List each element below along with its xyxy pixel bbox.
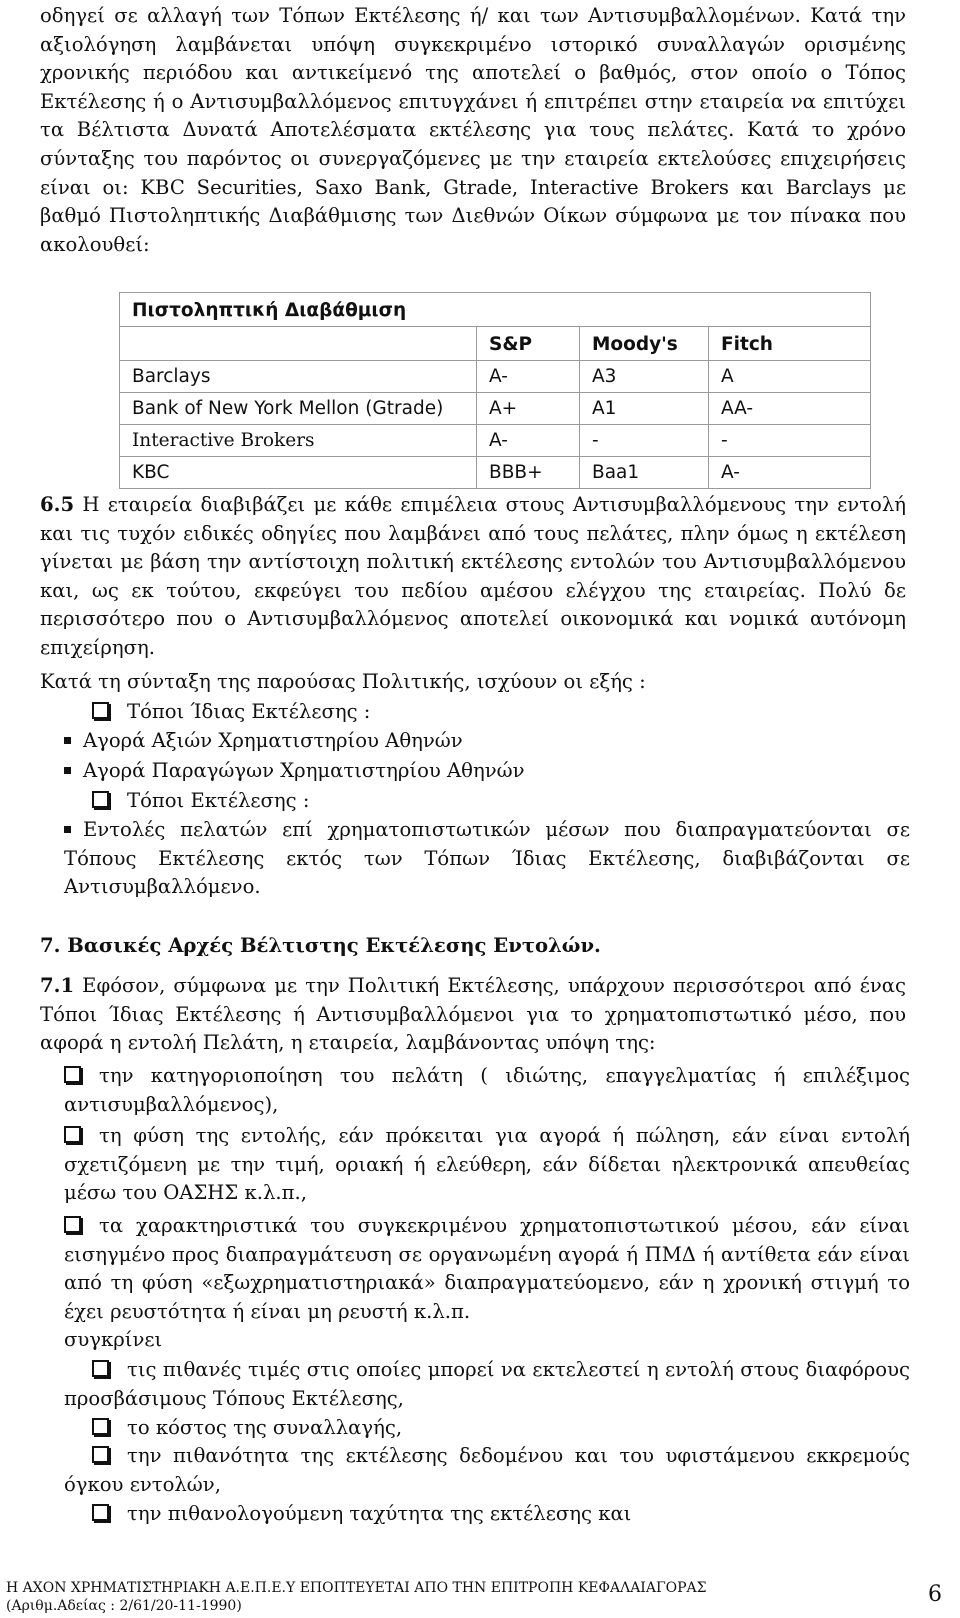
row-name: Interactive Brokers — [120, 425, 477, 457]
row-fitch: - — [709, 425, 871, 457]
compare-text: την πιθανότητα της εκτέλεσης δεδομένου και του υφιστάμενου εκκρεμούς όγκου εντολών, — [64, 1444, 910, 1496]
footer-line-1: Η ΑΧΟΝ ΧΡΗΜΑΤΙΣΤΗΡΙΑΚΗ Α.Ε.Π.Ε.Υ ΕΠΟΠΤΕΥΕΤΑΙ ΑΠΟ ΤΗΝ ΕΠΙΤΡΟΠΗ ΚΕΦΑΛΑΙΑΓΟΡΑΣ — [6, 1580, 707, 1596]
intro-paragraph: οδηγεί σε αλλαγή των Τόπων Εκτέλεσης ή/ και των Αντισυμβαλλομένων. Κατά την αξιολόγηση λαμβάνεται υπόψη συγκεκριμένο ιστορικό συναλλαγών ορισμένης χρονικής περιόδου και αντικείμενό της αποτελεί ο βαθμός, στον οποίο ο Τόπος Εκτέλεσης ή ο Αντισυμβαλλόμενος επιτυγχάνει ή επιτρέπει στην εταιρεία να επιτύχει τα Βέλτιστα Δυνατά Αποτελέσματα εκτέλεσης για τους πελάτες. Κατά το χρόνο σύνταξης του παρόντος οι συνεργαζόμενες με την εταιρεία εκτελούσες επιχειρήσεις είναι οι: KBC Securities, Saxo Bank, Gtrade, Interactive Brokers και Barclays με βαθμό Πιστοληπτικής Διαβάθμισης των Διεθνών Οίκων σύμφωνα με τον πίνακα που ακολουθεί: — [40, 4, 906, 256]
venues-heading — [92, 787, 309, 815]
table-header-row — [120, 327, 871, 361]
table-row — [120, 425, 871, 457]
square-bullet-icon — [64, 737, 71, 744]
section-6-5-text: Η εταιρεία διαβιβάζει με κάθε επιμέλεια στους Αντισυμβαλλόμενους την εντολή και τις τυχόν ειδικές οδηγίες που λαμβάνει από τους πελάτες, πλην όμως η εκτέλεση γίνεται με βάση την αντίστοιχη πολιτική εκτέλεσης εντολών του Αντισυμβαλλόμενου και, ως εκ τούτου, εκφεύγει του πεδίου αμέσου ελέγχου της εταιρείας. Πολύ δε περισσότερο που ο Αντισυμβαλλόμενος αποτελεί οικονομικά και νομικά αυτόνομη επιχείρηση. — [40, 493, 906, 659]
table-row — [120, 361, 871, 393]
criteria-item — [64, 1062, 910, 1119]
table-title-row — [120, 293, 871, 327]
table-title: Πιστοληπτική Διαβάθμιση — [120, 293, 871, 327]
row-fitch: A- — [709, 457, 871, 489]
row-fitch: A — [709, 361, 871, 393]
venues-label: Τόποι Εκτέλεσης : — [127, 789, 310, 812]
same-venue-text: Αγορά Παραγώγων Χρηματιστηρίου Αθηνών — [83, 759, 525, 782]
square-bullet-icon — [64, 826, 71, 833]
row-moodys: A1 — [580, 393, 709, 425]
checkbox-bullet-icon — [92, 791, 109, 808]
same-venues-label: Τόποι Ίδιας Εκτέλεσης : — [127, 700, 371, 723]
checkbox-bullet-icon — [64, 1126, 81, 1143]
section-7-heading: 7. Βασικές Αρχές Βέλτιστης Εκτέλεσης Εντολών. — [40, 934, 601, 957]
checkbox-bullet-icon — [92, 1418, 109, 1435]
row-sp: A+ — [477, 393, 580, 425]
checkbox-bullet-icon — [64, 1216, 81, 1233]
row-name: KBC — [120, 457, 477, 489]
same-venues-heading — [92, 698, 370, 726]
square-bullet-icon — [64, 767, 71, 774]
same-venue-item — [64, 727, 463, 755]
row-fitch: AA- — [709, 393, 871, 425]
credit-rating-table — [119, 292, 871, 489]
venues-text: Εντολές πελατών επί χρηματοπιστωτικών μέσων που διαπραγματεύονται σε Τόπους Εκτέλεσης εκτός των Τόπων Ίδιας Εκτέλεσης, διαβιβάζονται σε Αντισυμβαλλόμενο. — [64, 818, 910, 899]
compare-item — [64, 1356, 910, 1413]
compare-item — [64, 1442, 910, 1499]
criteria-text: τα χαρακτηριστικά του συγκεκριμένου χρηματοπιστωτικού μέσου, εάν είναι εισηγμένο προς διαπραγμάτευση σε οργανωμένη αγορά ή ΠΜΔ ή αντίθετα εάν είναι από τη φύση «εξωχρηματιστηριακά» διαπραγματεύομενο, εάν η χρονική στιγμή το έχει ρευστότητα ή είναι μη ρευστή κ.λ.π. — [64, 1214, 910, 1323]
criteria-text: την κατηγοριοποίηση του πελάτη ( ιδιώτης, επαγγελματίας ή επιλέξιμος αντισυμβαλλόμενος), — [64, 1064, 910, 1116]
compare-item — [92, 1500, 631, 1528]
column-header-moodys: Moody's — [580, 327, 709, 361]
checkbox-bullet-icon — [92, 1504, 109, 1521]
column-header-fitch: Fitch — [709, 327, 871, 361]
compare-text: τις πιθανές τιμές στις οποίες μπορεί να εκτελεστεί η εντολή στους διαφόρους προσβάσιμους Τόπους Εκτέλεσης, — [64, 1358, 910, 1410]
row-name: Bank of New York Mellon (Gtrade) — [120, 393, 477, 425]
table-row — [120, 457, 871, 489]
checkbox-bullet-icon — [92, 1360, 109, 1377]
page-number: 6 — [928, 1582, 942, 1607]
criteria-item — [64, 1212, 910, 1326]
section-number: 7.1 — [40, 974, 75, 997]
compare-text: την πιθανολογούμενη ταχύτητα της εκτέλεσης και — [127, 1502, 632, 1525]
row-name: Barclays — [120, 361, 477, 393]
row-sp: A- — [477, 425, 580, 457]
compares-label: συγκρίνει — [64, 1328, 163, 1351]
checkbox-bullet-icon — [64, 1066, 81, 1083]
criteria-text: τη φύση της εντολής, εάν πρόκειται για αγορά ή πώληση, εάν είναι εντολή σχετιζόμενη με την τιμή, οριακή ή ελεύθερη, εάν δίδεται ηλεκτρονικά απευθείας μέσω του ΟΑΣΗΣ κ.λ.π., — [64, 1124, 910, 1205]
section-7-1 — [40, 972, 906, 1058]
compare-text: το κόστος της συναλλαγής, — [127, 1416, 403, 1439]
footer-line-2: (Αριθμ.Αδείας : 2/61/20-11-1990) — [6, 1598, 242, 1614]
checkbox-bullet-icon — [92, 702, 109, 719]
compare-item — [92, 1414, 402, 1442]
section-7-1-text: Εφόσον, σύμφωνα με την Πολιτική Εκτέλεσης, υπάρχουν περισσότεροι από ένας Τόποι Ίδιας Εκτέλεσης ή Αντισυμβαλλόμενοι για το χρηματοπιστωτικό μέσο, που αφορά η εντολή Πελάτη, η εταιρεία, λαμβάνοντας υπόψη της: — [40, 974, 906, 1055]
same-venue-text: Αγορά Αξιών Χρηματιστηρίου Αθηνών — [83, 729, 463, 752]
checkbox-bullet-icon — [92, 1446, 109, 1463]
same-venue-item — [64, 757, 525, 785]
page-footer — [6, 1579, 707, 1615]
section-number: 6.5 — [40, 493, 75, 516]
table-header-empty — [120, 327, 477, 361]
row-moodys: Baa1 — [580, 457, 709, 489]
row-sp: A- — [477, 361, 580, 393]
policy-intro: Κατά τη σύνταξη της παρούσας Πολιτικής, ισχύουν οι εξής : — [40, 670, 646, 693]
column-header-sp: S&P — [477, 327, 580, 361]
section-6-5 — [40, 491, 906, 663]
venues-item — [64, 816, 910, 902]
row-sp: BBB+ — [477, 457, 580, 489]
row-moodys: - — [580, 425, 709, 457]
table-row — [120, 393, 871, 425]
row-moodys: A3 — [580, 361, 709, 393]
criteria-item — [64, 1122, 910, 1208]
